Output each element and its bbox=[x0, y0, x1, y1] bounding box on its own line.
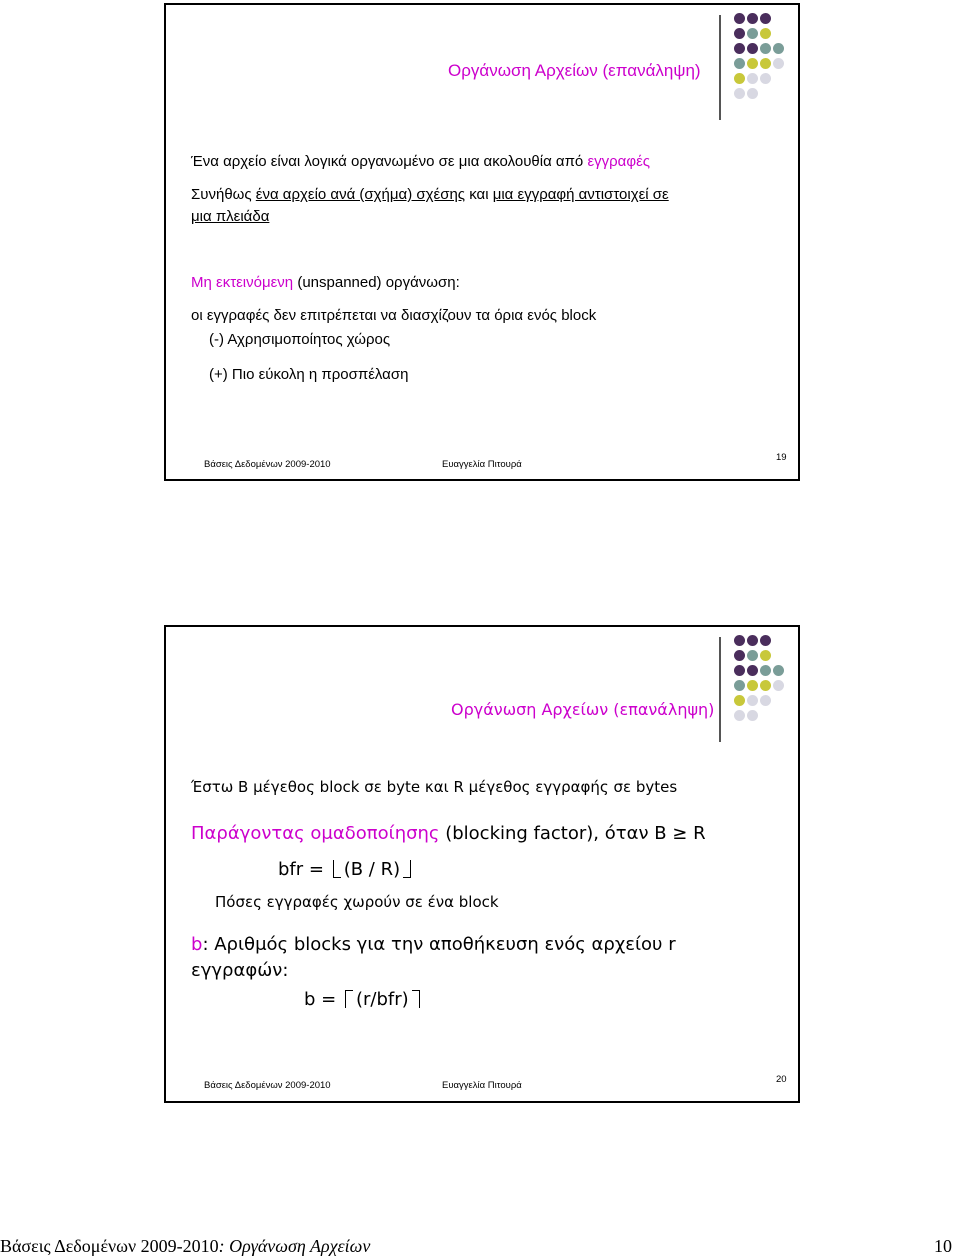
decorative-dot bbox=[747, 43, 758, 54]
decorative-dot bbox=[734, 43, 745, 54]
highlight-blocking-factor: Παράγοντας ομαδοποίησης bbox=[191, 823, 440, 844]
text-segment: : Αριθμός blocks για την αποθήκευση ενός αρχείου r bbox=[202, 934, 676, 955]
title-divider bbox=[719, 637, 721, 742]
highlight-b: b bbox=[191, 934, 203, 955]
ceil-bracket-left bbox=[345, 990, 353, 1008]
decorative-dot bbox=[760, 680, 771, 691]
text-line: μια πλειάδα bbox=[191, 208, 270, 225]
decorative-dot bbox=[760, 73, 771, 84]
text-line: (-) Αχρησιμοποίητος χώρος bbox=[209, 331, 391, 348]
text-line: Πόσες εγγραφές χωρούν σε ένα block bbox=[215, 893, 499, 911]
text-line bbox=[191, 186, 669, 203]
text-line bbox=[191, 153, 650, 170]
decorative-dot bbox=[734, 710, 745, 721]
decorative-dot bbox=[747, 650, 758, 661]
decorative-dot bbox=[734, 28, 745, 39]
slide-19 bbox=[164, 3, 800, 481]
decorative-dot bbox=[747, 665, 758, 676]
slide-title: Οργάνωση Αρχείων (επανάληψη) bbox=[451, 700, 715, 719]
decorative-dot bbox=[760, 43, 771, 54]
page-footer-title bbox=[0, 1236, 370, 1257]
ceil-bracket-right bbox=[412, 990, 420, 1008]
decorative-dot bbox=[760, 58, 771, 69]
slide-number: 19 bbox=[776, 452, 787, 463]
formula-bfr bbox=[278, 859, 414, 880]
text-line bbox=[191, 823, 706, 844]
decorative-dot bbox=[747, 88, 758, 99]
decorative-dot bbox=[734, 13, 745, 24]
decorative-dot bbox=[747, 710, 758, 721]
text-line bbox=[191, 934, 676, 955]
text-line: εγγραφών: bbox=[191, 960, 289, 981]
text-segment: (blocking factor), όταν B ≥ R bbox=[439, 823, 706, 844]
text-line: (+) Πιο εύκολη η προσπέλαση bbox=[209, 366, 409, 383]
decorative-dot bbox=[760, 635, 771, 646]
decorative-dot bbox=[747, 13, 758, 24]
floor-bracket-left bbox=[333, 860, 341, 878]
decorative-dot bbox=[734, 695, 745, 706]
decorative-dot bbox=[773, 43, 784, 54]
decorative-dot bbox=[747, 28, 758, 39]
decorative-dot bbox=[760, 695, 771, 706]
decorative-dot bbox=[747, 680, 758, 691]
footer-course: Βάσεις Δεδομένων 2009-2010 bbox=[204, 1080, 331, 1091]
decorative-dot bbox=[773, 680, 784, 691]
text-segment: (B / R) bbox=[343, 859, 401, 880]
formula-b bbox=[304, 989, 423, 1010]
decorative-dot bbox=[747, 635, 758, 646]
underlined-text: ένα αρχείο ανά (σχήμα) σχέσης bbox=[255, 186, 466, 203]
decorative-dot bbox=[734, 680, 745, 691]
decorative-dot-grid bbox=[734, 635, 794, 725]
slide-number: 20 bbox=[776, 1074, 787, 1085]
page-number: 10 bbox=[934, 1236, 952, 1256]
underlined-text: μια εγγραφή αντιστοιχεί σε bbox=[492, 186, 669, 203]
page-footer-topic: : Οργάνωση Αρχείων bbox=[218, 1236, 371, 1256]
text-line bbox=[191, 274, 460, 291]
text-segment: bfr = bbox=[278, 859, 330, 880]
slide-20 bbox=[164, 625, 800, 1103]
decorative-dot bbox=[760, 13, 771, 24]
text-segment: (r/bfr) bbox=[355, 989, 409, 1010]
footer-author: Ευαγγελία Πιτουρά bbox=[442, 1080, 522, 1091]
decorative-dot bbox=[773, 58, 784, 69]
decorative-dot bbox=[760, 665, 771, 676]
decorative-dot bbox=[747, 695, 758, 706]
text-segment: (unspanned) οργάνωση: bbox=[293, 274, 460, 291]
slide-title: Οργάνωση Αρχείων (επανάληψη) bbox=[448, 61, 701, 80]
decorative-dot bbox=[773, 665, 784, 676]
decorative-dot bbox=[734, 88, 745, 99]
highlight-unspanned: Μη εκτεινόμενη bbox=[191, 274, 294, 291]
decorative-dot bbox=[734, 635, 745, 646]
decorative-dot bbox=[734, 650, 745, 661]
decorative-dot bbox=[760, 650, 771, 661]
text-segment: Συνήθως bbox=[191, 186, 256, 203]
decorative-dot bbox=[734, 73, 745, 84]
text-segment: και bbox=[465, 186, 493, 203]
decorative-dot bbox=[734, 665, 745, 676]
floor-bracket-right bbox=[403, 860, 411, 878]
text-segment: Ένα αρχείο είναι λογικά οργανωμένο σε μια ακολουθία από bbox=[191, 153, 588, 170]
decorative-dot bbox=[734, 58, 745, 69]
page-footer-course: Βάσεις Δεδομένων 2009-2010 bbox=[0, 1236, 219, 1256]
text-line: οι εγγραφές δεν επιτρέπεται να διασχίζουν τα όρια ενός block bbox=[191, 307, 597, 324]
footer-course: Βάσεις Δεδομένων 2009-2010 bbox=[204, 459, 331, 470]
title-divider bbox=[719, 15, 721, 120]
decorative-dot-grid bbox=[734, 13, 794, 103]
footer-author: Ευαγγελία Πιτουρά bbox=[442, 459, 522, 470]
text-segment: b = bbox=[304, 989, 342, 1010]
highlight-records: εγγραφές bbox=[587, 153, 650, 170]
decorative-dot bbox=[747, 58, 758, 69]
decorative-dot bbox=[747, 73, 758, 84]
decorative-dot bbox=[760, 28, 771, 39]
text-line: Έστω Β μέγεθος block σε byte και R μέγεθος εγγραφής σε bytes bbox=[191, 778, 678, 796]
